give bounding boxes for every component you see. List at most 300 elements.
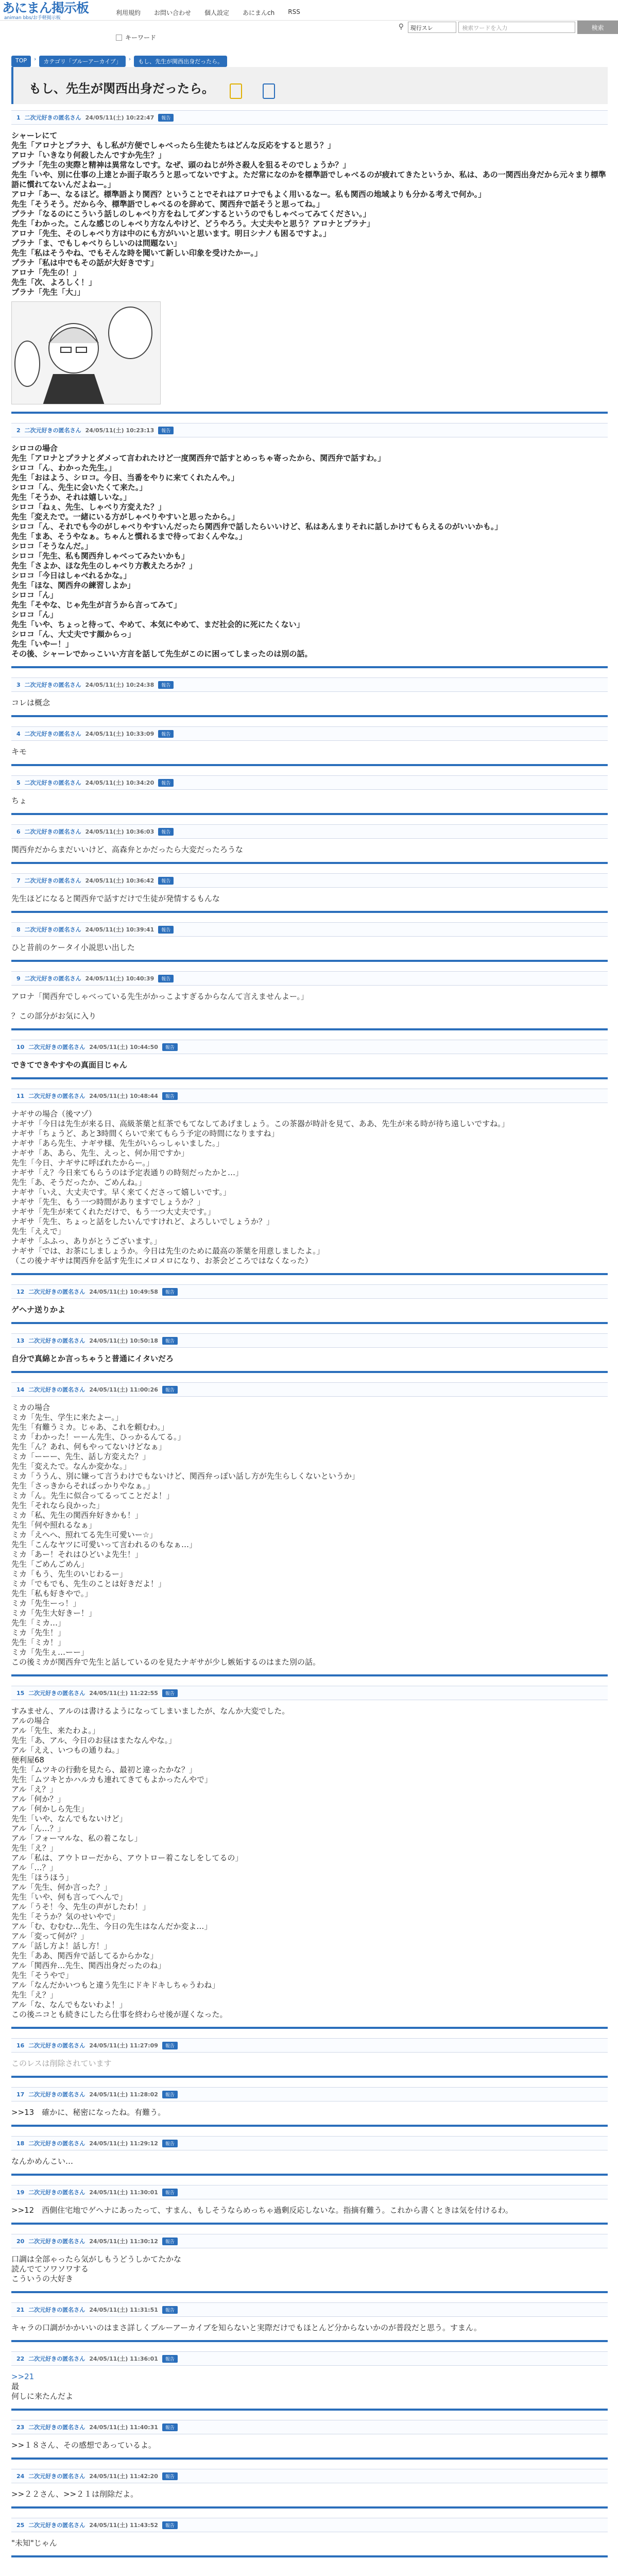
- keyword-option[interactable]: [116, 33, 156, 42]
- post-line: シロコ「ん」: [11, 610, 58, 619]
- post: [11, 2234, 608, 2293]
- post-line: ナギサの場合（後マゾ）: [11, 1109, 96, 1118]
- post-author: 二次元好きの匿名さん: [28, 1386, 85, 1393]
- post: [11, 2302, 608, 2342]
- post-line: アル「変って何が？」: [11, 1931, 89, 1941]
- post-line: 関西弁だからまだいいけど、高森弁とかだったら大変だったろうな: [11, 845, 244, 854]
- post-number[interactable]: 14: [16, 1386, 25, 1393]
- post-header: [11, 922, 608, 937]
- post-header: [11, 775, 608, 790]
- post-line: ミカ「先生ーっ！」: [11, 1599, 81, 1608]
- post-line: シロコ「ねぇ、先生、しゃべり方変えた？」: [11, 502, 166, 512]
- post-line: 先生「ん？あれ、何もやってないけどなぁ」: [11, 1442, 166, 1451]
- post-author: 二次元好きの匿名さん: [28, 1690, 85, 1697]
- post-line: シロコ「そうなんだ。」: [11, 541, 93, 551]
- post-line: 自分で真綿とか言っちゃうと普通にイタいだろ: [11, 1354, 174, 1363]
- post-number[interactable]: 20: [16, 2238, 25, 2245]
- post-header: [11, 1040, 608, 1054]
- post-line: ナギサ「いえ、大丈夫です。早く来てくださって嬉しいです。」: [11, 1188, 231, 1197]
- post-date: 24/05/11(土) 10:22:47: [85, 114, 154, 121]
- post-line: ナギサ「ちょうど、あと3時間くらいで来てもらう予定の時間になりますね」: [11, 1129, 279, 1138]
- report-button[interactable]: 報告: [158, 730, 174, 738]
- post-date: 24/05/11(土) 10:40:39: [85, 975, 154, 982]
- post-line: シロコ「ん、先生に会いたくて来た。」: [11, 483, 147, 492]
- post-line: アロナ「いきなり何殺したんですか先生？」: [11, 150, 166, 160]
- post-number[interactable]: 19: [16, 2189, 25, 2196]
- site-logo[interactable]: [2, 1, 89, 21]
- report-button[interactable]: 報告: [162, 2521, 178, 2529]
- post-line: プラナ「先生の実際と精神は異常なしです。なぜ、頭のねじが外さ殺人を狙るそのでしょうか？」: [11, 160, 351, 170]
- post-line: アル「何かしら先生」: [11, 1804, 89, 1814]
- post-number[interactable]: 15: [16, 1689, 25, 1697]
- post-date: 24/05/11(土) 10:23:13: [85, 427, 154, 434]
- post-line: 最: [11, 2382, 20, 2391]
- report-button[interactable]: 報告: [162, 1043, 178, 1051]
- report-button[interactable]: 報告: [158, 975, 174, 982]
- post-date: 24/05/11(土) 11:30:01: [89, 2189, 158, 2196]
- post-line: シロコ「ん、大丈夫です顔からっ」: [11, 630, 135, 639]
- post-author: 二次元好きの匿名さん: [24, 877, 81, 884]
- post-header: [11, 110, 608, 125]
- post-body: [11, 2150, 608, 2174]
- post-author: 二次元好きの匿名さん: [24, 731, 81, 737]
- report-button[interactable]: 報告: [162, 2306, 178, 2314]
- post-number[interactable]: 7: [16, 877, 21, 884]
- post-date: 24/05/11(土) 10:34:20: [85, 779, 154, 786]
- report-button[interactable]: 報告: [162, 1689, 178, 1697]
- post-line: ミカ「ん。先生に似合ってるってことだよ！」: [11, 1491, 174, 1500]
- search-scope-select[interactable]: 現行スレ: [408, 22, 457, 33]
- breadcrumb-separator: ›: [128, 56, 131, 62]
- keyword-checkbox[interactable]: [116, 35, 122, 41]
- post-author: 二次元好きの匿名さん: [28, 2522, 85, 2529]
- nav-settings[interactable]: 個人設定: [204, 9, 230, 16]
- post-line: アル「…？」: [11, 1863, 58, 1872]
- post-line: 先生「変えたで。なんか変かな。」: [11, 1462, 131, 1471]
- post: [11, 1382, 608, 1676]
- post-line: 先生「変えたで。一緒にいる方がしゃべりやすいと思ったから。」: [11, 512, 239, 521]
- post-number[interactable]: 5: [16, 779, 21, 786]
- post-line: 何しに来たんだよ: [11, 2392, 74, 2401]
- post-date: 24/05/11(土) 11:29:12: [89, 2140, 158, 2147]
- post-author: 二次元好きの匿名さん: [24, 114, 81, 121]
- post-line: コレは概念: [11, 698, 50, 707]
- post-line: 先生「ええで」: [11, 1227, 66, 1236]
- post-body: [11, 2248, 608, 2291]
- report-button[interactable]: 報告: [162, 2424, 178, 2431]
- post-header: [11, 1089, 608, 1103]
- post-number[interactable]: 2: [16, 427, 21, 434]
- post-header: [11, 677, 608, 692]
- post-author: 二次元好きの匿名さん: [24, 975, 81, 982]
- post-line: 先生「いや、なんでもないけど」: [11, 1814, 127, 1823]
- post-line: アロナ「先生の！」: [11, 268, 81, 277]
- report-button[interactable]: 報告: [158, 828, 174, 836]
- post-line: ミカ「ううん、別に嫌って言うわけでもないけど、関西弁っぽい話し方が先生らしくないというか」: [11, 1471, 359, 1481]
- report-button[interactable]: 報告: [158, 779, 174, 787]
- post-line: 先生「アロナとプラナとダメって言われたけど一度関西弁で話すとめっちゃ寄ったから、関西弁で話すわ。」: [11, 453, 386, 463]
- post-number[interactable]: 1: [16, 114, 21, 121]
- post-line: 先生「いや、ちょっと待って、やめて、本気にやめて、まだ社会的に死にたくない」: [11, 620, 304, 629]
- post-line: 口調は全部ゃったら気がしもうどうしかてたかな: [11, 2255, 182, 2264]
- post-number[interactable]: 9: [16, 975, 21, 982]
- post-line: アル「ん…？」: [11, 1824, 65, 1833]
- post-author: 二次元好きの匿名さん: [28, 1044, 85, 1050]
- post-number[interactable]: 13: [16, 1337, 25, 1344]
- search-bar: [397, 20, 618, 35]
- post-date: 24/05/11(土) 11:42:20: [89, 2473, 158, 2480]
- post-body: [11, 1397, 608, 1674]
- post-number[interactable]: 10: [16, 1043, 25, 1050]
- post-line: アロナ「関西弁でしゃべっている先生がかっこよすぎるからなんて言えませんよー。」: [11, 992, 308, 1001]
- report-button[interactable]: 報告: [162, 2091, 178, 2098]
- post-line: ナギサ「あ、あら、先生、えっと、何か用ですか」: [11, 1148, 189, 1158]
- post-number[interactable]: 21: [16, 2306, 25, 2313]
- report-button[interactable]: 報告: [162, 1386, 178, 1394]
- post-line: >>１８さん、その感想であっているよ。: [11, 2441, 156, 2450]
- post-line: ミカ「えへへ、照れてる先生可愛いー☆」: [11, 1530, 158, 1539]
- post-number[interactable]: 22: [16, 2355, 25, 2362]
- post-line: 先生「さっきからそればっかりやなぁ。」: [11, 1481, 154, 1490]
- post-line: アル「話し方よ！話し方！」: [11, 1941, 112, 1951]
- post-line: シロコの場合: [11, 444, 58, 453]
- post-body: [11, 692, 608, 715]
- post-body: [11, 2366, 608, 2409]
- post-body: [11, 2102, 608, 2125]
- post-author: 二次元好きの匿名さん: [28, 1093, 85, 1099]
- post-line: シロコ「先生、私も関西弁しゃべってみたいかも」: [11, 551, 190, 561]
- post-line: アル「フォーマルな、私の着こなし」: [11, 1834, 142, 1843]
- post-author: 二次元好きの匿名さん: [28, 2091, 85, 2098]
- post-body: [11, 839, 608, 862]
- post-image[interactable]: [11, 301, 161, 404]
- post-date: 24/05/11(土) 11:22:55: [89, 1690, 158, 1697]
- thread-title-box: [11, 67, 608, 104]
- post-body: [11, 125, 608, 412]
- post: [11, 971, 608, 1030]
- post-date: 24/05/11(土) 11:30:12: [89, 2238, 158, 2245]
- post-line: 先生「さよか、ほな先生のしゃべり方教えたろか？」: [11, 561, 197, 570]
- post-line: （この後ナギサは関西弁を話す先生にメロメロになり、お茶会どころではなくなった）: [11, 1256, 313, 1265]
- post-line: アル「ええ、いつもの通りね。」: [11, 1745, 124, 1755]
- post-date: 24/05/11(土) 11:00:26: [89, 1386, 158, 1393]
- post-line: このレスは削除されています: [11, 2059, 112, 2068]
- post-line: 先生ほどになると関西弁で話すだけで生徒が発情するもんな: [11, 894, 220, 903]
- post-line: できてできやすやの真面目じゃん: [11, 1060, 128, 1070]
- post-line: ミカ「わかった！ーーん先生、ひっかるんてる。」: [11, 1432, 185, 1442]
- post-number[interactable]: 17: [16, 2091, 25, 2098]
- post-line: キャラの口調がかかいいのはまさ詳しくブルーアーカイブを知らないと実際だけでもほとんど分からないかのが普段だと思う。すまん。: [11, 2323, 482, 2332]
- post-header: [11, 1333, 608, 1348]
- post-body: [11, 437, 608, 666]
- post-line: すみません、アルのは書けるようになってしまいましたが、なんか大変でした。: [11, 1706, 290, 1716]
- post-body: [11, 1348, 608, 1371]
- post-number[interactable]: 4: [16, 730, 21, 737]
- post: [11, 1089, 608, 1275]
- report-button[interactable]: 報告: [162, 2472, 178, 2480]
- manga-illustration: [12, 302, 161, 404]
- post-line: ナギサ「え？今日来てもらうのは予定表通りの時刻だったかと…」: [11, 1168, 244, 1177]
- post-header: [11, 2087, 608, 2102]
- report-button[interactable]: 報告: [162, 2042, 178, 2049]
- post-header: [11, 2351, 608, 2366]
- post-header: [11, 2420, 608, 2434]
- post-line: ナギサ「あら先生、ナギサ様、先生がいらっしゃいました。」: [11, 1139, 224, 1148]
- search-input[interactable]: 検索ワードを入力: [458, 22, 575, 33]
- post-author: 二次元好きの匿名さん: [28, 2473, 85, 2480]
- post-date: 24/05/11(土) 11:43:52: [89, 2522, 158, 2529]
- post-line: 先生「いやー！」: [11, 639, 74, 649]
- post-line: この後ニコとも続きにしたら仕事を終わらせ後が遅くなった。: [11, 2010, 228, 2019]
- post-body: [11, 2434, 608, 2458]
- post-date: 24/05/11(土) 10:49:58: [89, 1289, 158, 1295]
- post-date: 24/05/11(土) 11:31:51: [89, 2307, 158, 2313]
- post-date: 24/05/11(土) 10:36:42: [85, 877, 154, 884]
- post-line: アロナ「あー、なるほど。標準語より関西？ということでそれはアロナでもよく用いるなー。私も関西の地域よりも分かる考えで何か。」: [11, 190, 486, 199]
- post-line: ？この部分がお気に入り: [11, 1011, 97, 1021]
- post-header: [11, 2136, 608, 2150]
- post-list: [11, 110, 608, 2567]
- post-line: 先生「おはよう、シロコ。今日、当番をやりに来てくれたんや。」: [11, 473, 239, 482]
- report-button[interactable]: 報告: [162, 1288, 178, 1296]
- post-body: [11, 741, 608, 764]
- post-line: 先生「え？」: [11, 1843, 58, 1853]
- post-line: ひと昔前のケータイ小説思い出した: [11, 943, 135, 952]
- post-line: >>12 西側住宅地でゲヘナにあったって、すまん、もしそうならめっちゃ過剰反応しないな。指摘有難う。これから書くときは気を付けるわ。: [11, 2206, 513, 2215]
- post-line: ミカ「でもでも、先生のことは好きだよ！」: [11, 1579, 166, 1588]
- report-button[interactable]: 報告: [162, 1337, 178, 1345]
- post-line: 便利屋68: [11, 1755, 45, 1765]
- post-line: アル「先生、何か言った？」: [11, 1883, 112, 1892]
- post-line: "未知"じゃん: [11, 2538, 57, 2548]
- report-button[interactable]: 報告: [162, 2355, 178, 2363]
- post-header: [11, 971, 608, 986]
- post: [11, 1686, 608, 2029]
- post-line: 先生「そやな、じゃ先生が言うから言ってみて」: [11, 600, 182, 609]
- post: [11, 2087, 608, 2127]
- post-line: シロコ「ん」: [11, 590, 58, 600]
- nav-rss[interactable]: RSS: [288, 8, 300, 15]
- post-line: シロコ「今日はしゃべれるかな。」: [11, 571, 131, 580]
- post: [11, 824, 608, 864]
- post-body: [11, 1054, 608, 1077]
- post-author: 二次元好きの匿名さん: [28, 2042, 85, 2049]
- post-author: 二次元好きの匿名さん: [28, 2238, 85, 2245]
- post-line: 先生「今日、ナギサに呼ばれたからー。」: [11, 1158, 154, 1167]
- post-number[interactable]: 6: [16, 828, 21, 835]
- post-line: 先生「こんなヤツに可愛いって言われるのもなぁ…」: [11, 1540, 197, 1549]
- post-header: [11, 873, 608, 888]
- report-button[interactable]: 報告: [162, 2140, 178, 2147]
- report-button[interactable]: 報告: [162, 1092, 178, 1100]
- post-line: 先生「ムツキとかハルカも連れてきてもよかったんやで」: [11, 1775, 213, 1784]
- post-line: 先生「次、よろしく！」: [11, 278, 97, 287]
- post-number[interactable]: 8: [16, 926, 21, 933]
- post-line: こういうの大好き: [11, 2274, 74, 2283]
- post-line: 先生「いや、何も言ってへんで」: [11, 1892, 127, 1902]
- post-header: [11, 2038, 608, 2053]
- report-button[interactable]: 報告: [158, 114, 174, 122]
- search-button[interactable]: 検索: [577, 21, 618, 34]
- post-line: シャーレにて: [11, 131, 58, 140]
- post-number[interactable]: 18: [16, 2140, 25, 2147]
- nav-terms[interactable]: 利用規約: [116, 9, 141, 16]
- post-line: ミカ「ーーー、先生、話し方変えた？」: [11, 1452, 150, 1461]
- breadcrumb-thread[interactable]: もし、先生が関西出身だったら。: [134, 56, 227, 67]
- post-line: アル「関西弁…先生、関西出身だったのね」: [11, 1961, 166, 1970]
- post-line: ゲヘナ送りかよ: [11, 1305, 66, 1314]
- post-author: 二次元好きの匿名さん: [24, 926, 81, 933]
- post-line: 先生「わかった。こんな感じのしゃべり方なんやけど、どうやろう。大丈夫やと思う？アロナとプラナ」: [11, 219, 375, 228]
- post-author: 二次元好きの匿名さん: [28, 1337, 85, 1344]
- post-line: この後ミカが関西弁で先生と話しているのを見たナギサが少し嫉妬するのはまた別の話。: [11, 1657, 321, 1667]
- post-header: [11, 2185, 608, 2199]
- post-number[interactable]: 16: [16, 2042, 25, 2049]
- report-button[interactable]: 報告: [158, 877, 174, 885]
- breadcrumb-top[interactable]: TOP: [11, 56, 31, 67]
- post-line: >>２２さん、>>２１は削除だよ。: [11, 2489, 139, 2499]
- top-nav: [116, 8, 300, 17]
- post-date: 24/05/11(土) 10:48:44: [89, 1093, 158, 1099]
- post-date: 24/05/11(土) 10:36:03: [85, 828, 154, 835]
- bookmark-icon[interactable]: [230, 83, 242, 99]
- post-number[interactable]: 25: [16, 2521, 25, 2529]
- post-date: 24/05/11(土) 11:27:09: [89, 2042, 158, 2049]
- post-author: 二次元好きの匿名さん: [28, 2424, 85, 2431]
- post-date: 24/05/11(土) 10:24:38: [85, 682, 154, 688]
- post-line: ミカの場合: [11, 1403, 50, 1412]
- post-author: 二次元好きの匿名さん: [28, 2140, 85, 2147]
- post-line: ミカ「あー！それはひどいよ先生！」: [11, 1550, 143, 1559]
- post-body: [11, 2053, 608, 2076]
- post: [11, 2518, 608, 2557]
- post: [11, 1333, 608, 1373]
- post-header: [11, 824, 608, 839]
- post-line: 先生「ほうほう」: [11, 1873, 74, 1882]
- post-line: 先生「まあ、そうやなぁ。ちゃんと慣れるまで待っておくんやな。」: [11, 532, 247, 541]
- post-line: アル「え？」: [11, 1785, 58, 1794]
- post-line[interactable]: >>21: [11, 2372, 35, 2381]
- report-button[interactable]: 報告: [158, 681, 174, 689]
- post-author: 二次元好きの匿名さん: [28, 2189, 85, 2196]
- logo-text: あにまん掲示板: [2, 1, 89, 15]
- post-line: 先生「そうか、それは嬉しいな。」: [11, 493, 131, 502]
- report-button[interactable]: 報告: [158, 427, 174, 434]
- post-body: [11, 2199, 608, 2223]
- keyword-label: キーワード: [125, 34, 157, 41]
- post-number[interactable]: 12: [16, 1288, 25, 1295]
- nav-animanch[interactable]: あにまんch: [243, 9, 275, 16]
- post-line: プラナ「先生「大」」: [11, 287, 85, 297]
- post-author: 二次元好きの匿名さん: [28, 2355, 85, 2362]
- post-header: [11, 1686, 608, 1700]
- post-line: 先生「いや、別に仕事の上達とか面子取ろうと思ってないですよ。ただ常になのかを標準語でしゃべるのが疲れてきたというか、私は、あの一関西出身だから元々まり標準語に慣れてないんだよねー。」: [11, 170, 606, 189]
- post-header: [11, 2469, 608, 2483]
- post-line: ミカ「先生大好きー！」: [11, 1608, 97, 1618]
- post-line: 先生「ごめんごめん」: [11, 1560, 89, 1569]
- post-line: ミカ「私、先生の関西弁好きかも！」: [11, 1511, 143, 1520]
- post-line: >>13 確かに、秘密になったね。有難う。: [11, 2108, 166, 2117]
- post-author: 二次元好きの匿名さん: [24, 828, 81, 835]
- post-header: [11, 1284, 608, 1299]
- post-body: [11, 2532, 608, 2555]
- post-line: 読んでてソワソワする: [11, 2264, 89, 2274]
- site-header: [0, 0, 618, 21]
- post-date: 24/05/11(土) 10:33:09: [85, 731, 154, 737]
- post-header: [11, 726, 608, 741]
- post-line: なんかめんこい…: [11, 2157, 74, 2166]
- post-line: ナギサ「今日は先生が来る日、高級茶葉と紅茶でもてなしてあげましょう。この茶器が時計を見て、ああ、先生が来る時が待ち遠しいですね。」: [11, 1119, 509, 1128]
- post-line: 先生「有難うミカ。じゃあ、これを頼むわ。」: [11, 1422, 169, 1432]
- post: [11, 423, 608, 668]
- post-line: 先生「そうか？気のせいやで」: [11, 1912, 120, 1921]
- post-number[interactable]: 11: [16, 1092, 25, 1099]
- post-line: ナギサ「では、お茶にしましょうか。今日は先生のために最高の茶葉を用意しましたよ。」: [11, 1246, 324, 1256]
- report-button[interactable]: 報告: [162, 2189, 178, 2196]
- post-line: ナギサ「先生、ちょっと話をしたいんですけれど、よろしいでしょうか？」: [11, 1217, 274, 1226]
- post: [11, 1040, 608, 1079]
- post-line: 先生「それなら良かった」: [11, 1501, 105, 1510]
- post-body: [11, 888, 608, 911]
- post-line: 先生「ミカ…」: [11, 1618, 66, 1628]
- post-line: ちょ: [11, 796, 27, 805]
- post-number[interactable]: 23: [16, 2424, 25, 2431]
- post: [11, 726, 608, 766]
- post-line: アル「何か？」: [11, 1794, 65, 1804]
- post: [11, 775, 608, 815]
- post-line: ミカ「もう、先生のいじわるー」: [11, 1569, 128, 1579]
- post-date: 24/05/11(土) 11:36:01: [89, 2355, 158, 2362]
- report-button[interactable]: 報告: [158, 926, 174, 934]
- post-body: [11, 1299, 608, 1322]
- nav-contact[interactable]: お問い合わせ: [154, 9, 192, 16]
- post: [11, 873, 608, 913]
- post-date: 24/05/11(土) 10:39:41: [85, 926, 154, 933]
- post-author: 二次元好きの匿名さん: [24, 779, 81, 786]
- logo-subtext: animan bbs/お手軽掲示板: [4, 15, 61, 21]
- post-line: ミカ「先生ぇ…ーー」: [11, 1648, 89, 1657]
- post-number[interactable]: 3: [16, 681, 21, 688]
- post-date: 24/05/11(土) 10:50:18: [89, 1337, 158, 1344]
- post-header: [11, 2302, 608, 2317]
- share-icon[interactable]: [263, 83, 275, 99]
- post-body: [11, 790, 608, 813]
- breadcrumb: [11, 56, 227, 67]
- post-author: 二次元好きの匿名さん: [24, 682, 81, 688]
- post-line: アル「先生、来たわよ。」: [11, 1726, 100, 1735]
- search-icon: ⚲: [398, 23, 404, 31]
- post-line: シロコ「ん、わかった先生。」: [11, 463, 116, 472]
- post-date: 24/05/11(土) 11:40:31: [89, 2424, 158, 2431]
- post-line: アルの場合: [11, 1716, 50, 1725]
- post-line: [11, 1002, 608, 1011]
- post: [11, 2351, 608, 2411]
- post-number[interactable]: 24: [16, 2472, 25, 2480]
- post: [11, 110, 608, 414]
- post-line: アル「なんだかいつもと違う先生にドキドキしちゃうわね」: [11, 1980, 220, 1990]
- post-line: 先生「ミカ！」: [11, 1638, 66, 1647]
- report-button[interactable]: 報告: [162, 2238, 178, 2245]
- post-body: [11, 937, 608, 960]
- post-line: 先生「あ、そうだったか、ごめんね。」: [11, 1178, 146, 1187]
- breadcrumb-category[interactable]: カテゴリ「ブルーアーカイブ」: [39, 56, 125, 67]
- post-line: プラナ「私は中でもその話が大好きです」: [11, 258, 159, 267]
- post-line: 先生「え？」: [11, 1990, 58, 1999]
- post-date: 24/05/11(土) 10:44:50: [89, 1044, 158, 1050]
- post-line: 先生「私も好きやで。」: [11, 1589, 93, 1598]
- post: [11, 2420, 608, 2460]
- post-author: 二次元好きの匿名さん: [28, 2307, 85, 2313]
